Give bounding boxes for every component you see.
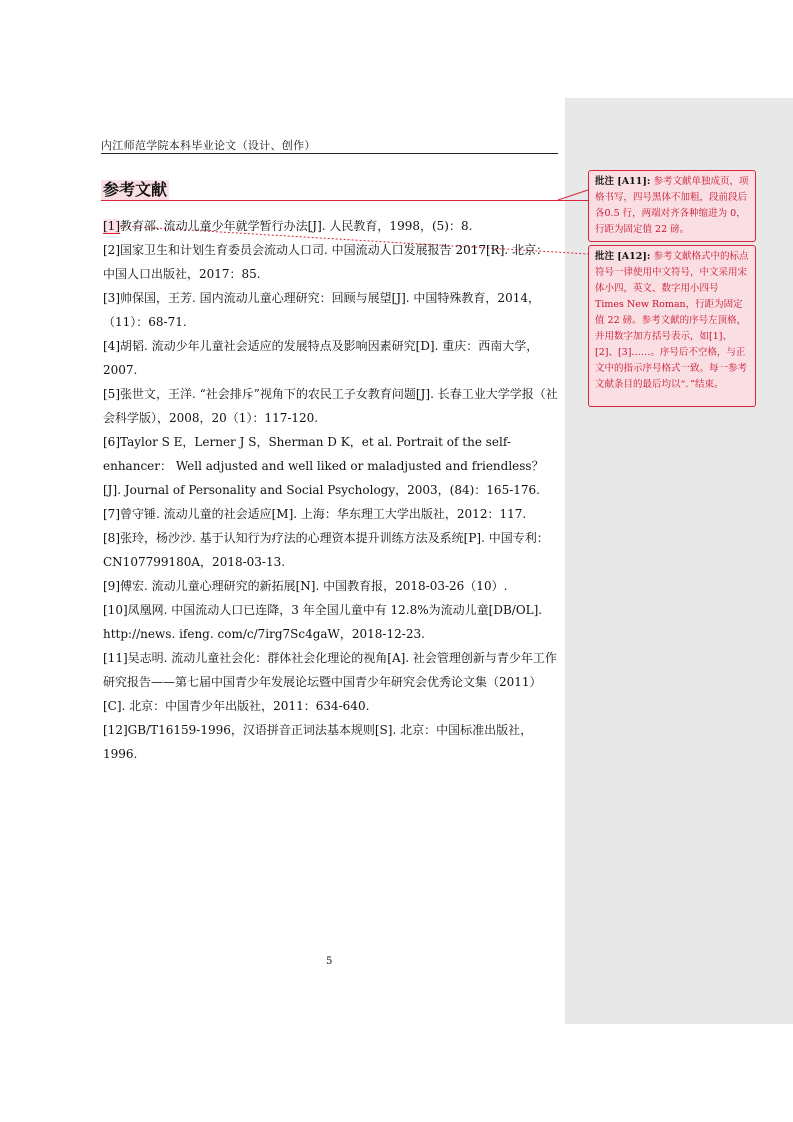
reference-number: [6] bbox=[103, 435, 120, 449]
comment-label: 批注 [A12]: bbox=[595, 251, 651, 262]
reference-number: [7] bbox=[103, 507, 120, 521]
comment-bubble-a12[interactable] bbox=[588, 245, 756, 407]
comment-label: 批注 [A11]: bbox=[595, 176, 651, 187]
reference-text: GB/T16159-1996，汉语拼音正词法基本规则[S]. 北京：中国标准出版社，1996. bbox=[103, 723, 533, 761]
page-header: 内江师范学院本科毕业论文（设计、创作） bbox=[101, 139, 316, 152]
reference-item bbox=[103, 382, 559, 430]
reference-number: [11] bbox=[103, 651, 128, 665]
reference-item bbox=[103, 430, 559, 502]
reference-item bbox=[103, 502, 559, 526]
connector-a11 bbox=[558, 190, 588, 200]
reference-text: 教育部. 流动儿童少年就学暂行办法[J]. 人民教育，1998，(5)：8. bbox=[120, 219, 473, 233]
reference-text: 吴志明. 流动儿童社会化：群体社会化理论的视角[A]. 社会管理创新与青少年工作研究报告——第七届中国青少年发展论坛暨中国青少年研究会优秀论文集（2011）[C]. 北京：中国青少年出版社，2011：634-640. bbox=[103, 651, 557, 713]
reference-item bbox=[103, 238, 559, 286]
comment-text: 参考文献格式中的标点符号一律使用中文符号，中文采用宋体小四，英文、数字用小四号 Times New Roman，行距为固定值 22 磅。参考文献的序号左顶格，并用数字加方括号表示，如[1]、[2]、[3]……。序号后不空格，与正文中的指示序号格式一致。每一参考文献条目的最后均以“．”结束。 bbox=[595, 251, 749, 390]
reference-item bbox=[103, 286, 559, 334]
reference-text: 帅保国，王芳. 国内流动儿童心理研究：回顾与展望[J]. 中国特殊教育，2014，（11）：68-71. bbox=[103, 291, 540, 329]
page-number: 5 bbox=[326, 956, 333, 967]
reference-list bbox=[103, 214, 559, 766]
comment-text: 参考文献单独成页，项格书写，四号黑体不加粗，段前段后各0.5 行，两端对齐各种缩进为 0，行距为固定值 22 磅。 bbox=[595, 176, 749, 235]
section-title[interactable]: 参考文献 bbox=[103, 180, 168, 199]
reference-item bbox=[103, 718, 559, 766]
reference-item bbox=[103, 574, 559, 598]
reference-number[interactable]: [1] bbox=[103, 219, 120, 233]
reference-number: [4] bbox=[103, 339, 120, 353]
reference-item bbox=[103, 214, 559, 238]
comment-bubble-a11[interactable] bbox=[588, 170, 756, 242]
reference-number: [9] bbox=[103, 579, 120, 593]
reference-text: 张世文，王洋. “社会排斥”视角下的农民工子女教育问题[J]. 长春工业大学学报（社会科学版），2008，20（1）：117-120. bbox=[103, 387, 558, 425]
reference-text: 曾守锤. 流动儿童的社会适应[M]. 上海：华东理工大学出版社，2012：117. bbox=[120, 507, 527, 521]
reference-number: [3] bbox=[103, 291, 120, 305]
reference-item bbox=[103, 334, 559, 382]
reference-text: 傅宏. 流动儿童心理研究的新拓展[N]. 中国教育报，2018-03-26（10）. bbox=[120, 579, 508, 593]
reference-text: 凤凰网. 中国流动人口已连降，3 年全国儿童中有 12.8%为流动儿童[DB/OL]. http://news. ifeng. com/c/7irg7Sc4gaW，2018-12-23. bbox=[103, 603, 543, 641]
reference-item bbox=[103, 526, 559, 574]
reference-text: 国家卫生和计划生育委员会流动人口司. 中国流动人口发展报告 2017[R]. 北京：中国人口出版社，2017：85. bbox=[103, 243, 549, 281]
reference-number: [5] bbox=[103, 387, 120, 401]
reference-text: 张玲，杨沙沙. 基于认知行为疗法的心理资本提升训练方法及系统[P]. 中国专利：CN107799180A，2018-03-13. bbox=[103, 531, 549, 569]
reference-number: [10] bbox=[103, 603, 128, 617]
reference-number: [12] bbox=[103, 723, 128, 737]
reference-text: Taylor S E，Lerner J S，Sherman D K，et al. Portrait of the self-enhancer： Well adjusted and well liked or maladjusted and friendless？ [J]. Journal of Personality and Social Psychology，2003，(84)：165-176. bbox=[103, 435, 544, 497]
reference-item bbox=[103, 598, 559, 646]
reference-item bbox=[103, 646, 559, 718]
reference-number: [8] bbox=[103, 531, 120, 545]
reference-number: [2] bbox=[103, 243, 120, 257]
reference-text: 胡韬. 流动少年儿童社会适应的发展特点及影响因素研究[D]. 重庆：西南大学，2007. bbox=[103, 339, 539, 377]
